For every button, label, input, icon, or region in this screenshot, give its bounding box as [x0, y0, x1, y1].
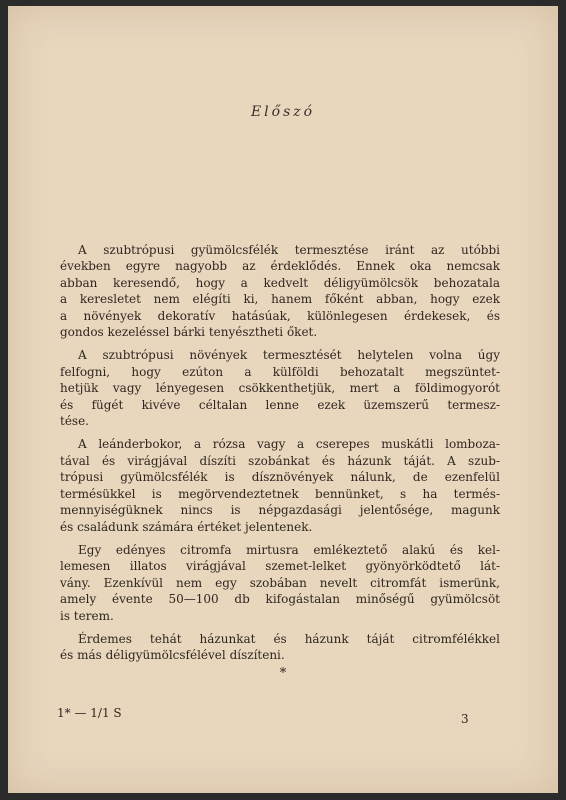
text-line: a keresletet nem elégíti ki, hanem főként abban, hogy ezek	[60, 292, 500, 307]
text-line: A leánderbokor, a rózsa vagy a cserepes muskátli lomboza-	[78, 437, 500, 452]
printer-signature: 1* — 1/1 S	[57, 706, 122, 720]
text-line: A szubtrópusi növények termesztését helytelen volna úgy	[78, 348, 500, 363]
text-line: termésükkel is megörvendeztetnek bennünket, s ha termés-	[60, 486, 500, 501]
text-line: hetjük vagy lényegesen csökkenthetjük, mert a földimogyorót	[60, 381, 500, 396]
section-separator: *	[279, 666, 287, 681]
text-line: mennyiségüknek nincs is népgazdasági jelentősége, magunk	[60, 503, 500, 518]
text-line: abban keresendő, hogy a kedvelt déligyümölcsök behozatala	[60, 275, 500, 290]
text-line: vány. Ezenkívül nem egy szobában nevelt citromfát ismerünk,	[60, 575, 500, 590]
paragraph	[60, 542, 500, 624]
paragraph	[60, 631, 500, 664]
text-line: Érdemes tehát házunkat és házunk táját citromfélékkel	[78, 631, 500, 646]
text-line: és fügét kivéve céltalan lenne ezek üzemszerű termesz-	[60, 397, 500, 412]
text-line: A szubtrópusi gyümölcsfélék termesztése iránt az utóbbi	[78, 243, 500, 257]
paragraph	[60, 242, 500, 340]
preface-body	[60, 242, 500, 671]
paragraph	[60, 347, 500, 429]
text-line: trópusi gyümölcsfélék is dísznövények nálunk, de ezenfelül	[60, 470, 500, 485]
text-line: és családunk számára értéket jelentenek.	[60, 519, 313, 534]
text-line: tával és virágjával díszíti szobánkat és házunk táját. A szub-	[60, 453, 500, 468]
text-line: és más déligyümölcsfélével díszíteni.	[60, 648, 285, 663]
paragraph	[60, 436, 500, 534]
page-number: 3	[461, 712, 469, 726]
text-line: amely évente 50—100 db kifogástalan minőségű gyümölcsöt	[60, 592, 500, 607]
text-line: lemesen illatos virágjával szemet-lelket gyönyörködtető lát-	[60, 559, 500, 574]
text-line: gondos kezeléssel bárki tenyésztheti őket.	[60, 325, 318, 340]
page-heading: Előszó	[250, 104, 316, 120]
text-line: felfogni, hogy ezúton a külföldi behozatalt megszüntet-	[60, 364, 500, 379]
text-line: is terem.	[60, 608, 114, 623]
text-line: években egyre nagyobb az érdeklődés. Ennek oka nemcsak	[60, 259, 500, 274]
text-line: tése.	[60, 414, 89, 429]
text-line: Egy edényes citromfa mirtusra emlékeztető alakú és kel-	[78, 542, 500, 557]
text-line: a növények dekoratív hatásúak, különlegesen érdekesek, és	[60, 308, 500, 323]
